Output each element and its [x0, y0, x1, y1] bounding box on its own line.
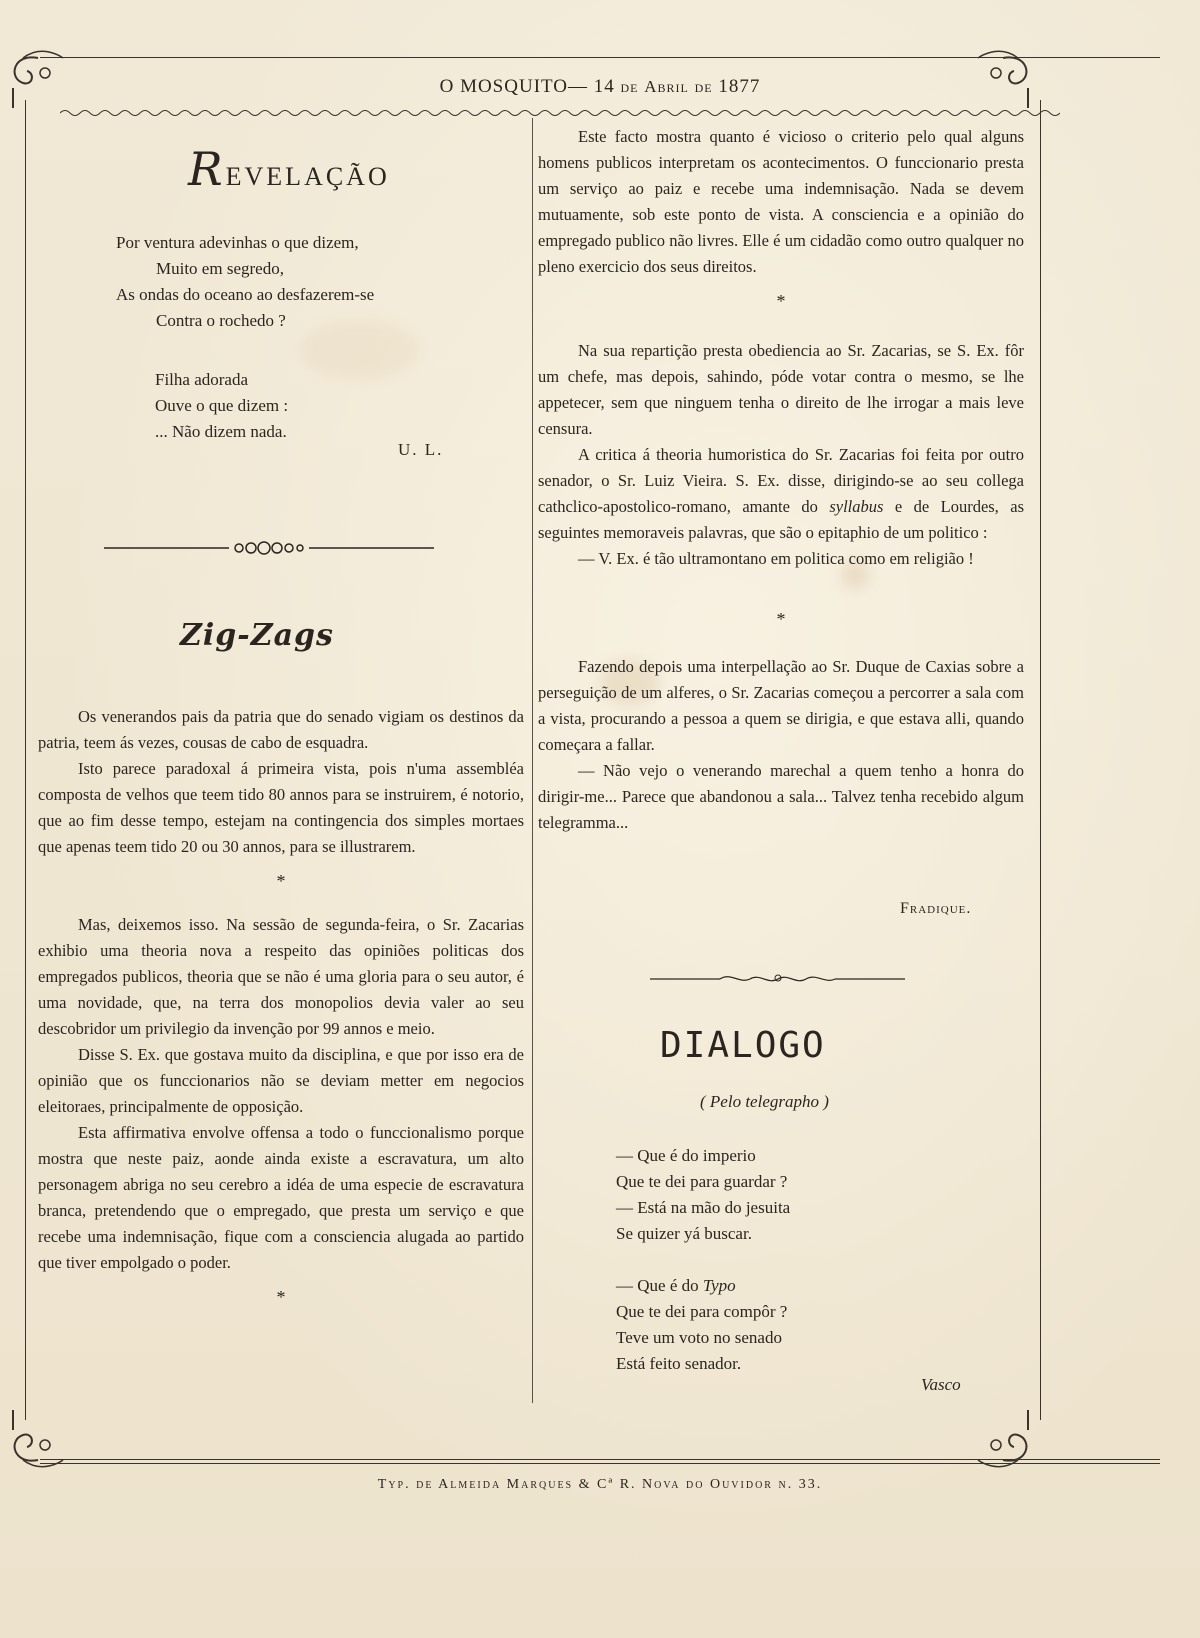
page-header	[0, 76, 1200, 98]
zigzags-italic-text: syllabus	[829, 497, 884, 516]
printer-imprint: Typ. de Almeida Marques & Cª R. Nova do Ouvidor n. 33.	[377, 1477, 823, 1492]
section-asterisk: *	[776, 291, 786, 311]
dialogo-stanza-2	[616, 1273, 787, 1377]
dialogo-subtitle	[700, 1092, 829, 1112]
poem-line: Se quizer yá buscar.	[616, 1224, 752, 1243]
header-wavy-rule	[60, 108, 1060, 118]
frame-left-rule	[25, 100, 26, 1420]
header-month: Abril	[644, 77, 689, 96]
header-de-2: de	[694, 77, 713, 96]
section-asterisk: *	[276, 871, 286, 891]
dialogo-title: DIALOGO	[660, 1025, 826, 1066]
section-asterisk: *	[276, 1287, 286, 1307]
zigzags-continued-body	[538, 124, 1024, 836]
poem-line: Que te dei para guardar ?	[616, 1172, 788, 1191]
poem-text: — Que é do	[616, 1276, 703, 1295]
revelacao-title-rest: EVELAÇÃO	[225, 162, 390, 191]
dialogo-subtitle-text: Pelo telegrapho	[709, 1092, 819, 1111]
zigzags-paragraph: Este facto mostra quanto é vicioso o criterio pelo qual alguns homens publicos interpretam os acontecimentos. O funccionario presta um serviço ao paiz e recebe uma indemnisação. Nada se devem mutuamente, sob este ponto de vista. A consciencia e a opinião do empregado publico não livres. Elle é um cidadão como outro qualquer no pleno exercicio dos seus direitos.	[538, 127, 1024, 276]
header-year: 1877	[718, 76, 761, 97]
frame-right-rule	[1040, 100, 1041, 1420]
dialogo-stanza-1	[616, 1143, 790, 1247]
zigzags-paragraph	[538, 442, 1024, 546]
ornamental-divider	[104, 540, 434, 556]
column-divider-rule	[532, 118, 533, 1403]
ornamental-divider	[650, 970, 905, 986]
zigzags-paragraph: — Não vejo o venerando marechal a quem tenho a honra do dirigir-me... Parece que abandonou a sala... Talvez tenha recebido algum telegramma...	[538, 761, 1024, 832]
dialogo-subtitle-close: )	[823, 1092, 829, 1111]
zigzags-title: Zig-Zags	[180, 618, 334, 653]
revelacao-initial: R	[188, 142, 226, 196]
revelacao-poem-stanza-2	[155, 367, 288, 445]
header-dash: —	[568, 76, 594, 97]
header-day: 14	[593, 76, 615, 97]
zigzags-signature: Fradique.	[900, 900, 972, 917]
zigzags-paragraph: Esta affirmativa envolve offensa a todo o funccionalismo porque mostra que neste paiz, aonde ainda existe a escravatura, um alto personagem abriga no seu cerebro a idéa de uma especie de escravatura branca, pretendendo que o empregado, que presta um serviço e que recebe uma indemnisação, fique com a consciencia alugada ao partido que tiver empolgado o poder.	[38, 1123, 524, 1272]
poem-line: Teve um voto no senado	[616, 1328, 782, 1347]
poem-line: As ondas do oceano ao desfazerem-se	[116, 285, 375, 304]
poem-line: Ouve o que dizem :	[155, 396, 289, 415]
section-asterisk: *	[776, 609, 786, 629]
poem-line: Por ventura adevinhas o que dizem,	[116, 233, 359, 252]
poem-line: Muito em segredo,	[156, 259, 284, 278]
poem-line: Contra o rochedo ?	[156, 311, 286, 330]
revelacao-poem-stanza-1	[116, 230, 374, 334]
zigzags-paragraph: Mas, deixemos isso. Na sessão de segunda-feira, o Sr. Zacarias exhibio uma theoria nova a respeito das opiniões politicas dos empregados publicos, theoria que se não é uma gloria para o seu autor, é uma novidade, que, na terra dos monopolios devia valer ao seu descobridor um privilegio da invenção por 99 annos e meio.	[38, 915, 524, 1038]
poem-line: Está feito senador.	[616, 1354, 742, 1373]
poem-line: — Que é do imperio	[616, 1146, 756, 1165]
poem-line	[616, 1273, 787, 1299]
revelacao-title	[188, 142, 390, 196]
masthead-title: O MOSQUITO	[439, 76, 569, 97]
zigzags-paragraph	[538, 338, 1024, 442]
zigzags-paragraph: — V. Ex. é tão ultramontano em politica como em religião !	[578, 549, 974, 568]
dialogo-subtitle-open: (	[700, 1092, 706, 1111]
zigzags-text: A critica á theoria humoristica do Sr. Zacarias foi feita por outro senador, o Sr. Luiz Vieira. S. Ex. disse, dirigindo-se ao seu collega cathclico-apostolico-romano, amante do	[538, 445, 1024, 516]
corner-ornament-icon	[968, 1410, 1038, 1480]
zigzags-paragraph: Isto parece paradoxal á primeira vista, pois n'uma assembléa composta de velhos que teem tido 80 annos para se instruirem, é notorio, que ao fim desse tempo, estejam na contingencia dos simples mortaes que apenas teem tido 20 ou 30 annos, para se illustrarem.	[38, 759, 524, 856]
revelacao-signature: U. L.	[398, 440, 444, 459]
zigzags-text: e de Lourdes, as seguintes memoraveis palavras, que são o epitaphio de um politico :	[538, 497, 1024, 542]
header-de-1: de	[620, 77, 639, 96]
corner-ornament-icon	[3, 1410, 73, 1480]
zigzags-paragraph: Fazendo depois uma interpellação ao Sr. Duque de Caxias sobre a perseguição de um alferes, o Sr. Zacarias começou a percorrer a sala com a vista, procurando a pessoa a quem se dirigia, e que estava alli, quando começara a fallar.	[538, 657, 1024, 754]
poem-italic-text: Typo	[702, 1276, 736, 1295]
zigzags-text: Na sua repartição presta obediencia ao Sr. Zacarias, se S. Ex. fôr um chefe, mas depois, sahindo, póde votar contra o mesmo, se lhe appetecer, sem que ninguem tenha o direito de lhe irrogar a mais leve censura.	[538, 341, 1024, 438]
zigzags-paragraph: Disse S. Ex. que gostava muito da disciplina, e que por isso era de opinião que os funccionarios não se deviam metter em negocios eleitoraes, principalmente de opposição.	[38, 1045, 524, 1116]
dialogo-signature: Vasco	[921, 1375, 961, 1394]
zigzags-body	[38, 704, 524, 1328]
poem-line: Filha adorada	[155, 370, 248, 389]
poem-line: Que te dei para compôr ?	[616, 1302, 788, 1321]
poem-line: — Está na mão do jesuita	[616, 1198, 791, 1217]
zigzags-paragraph: Os venerandos pais da patria que do senado vigiam os destinos da patria, teem ás vezes, cousas de cabo de esquadra.	[38, 707, 524, 752]
poem-line: ... Não dizem nada.	[155, 422, 287, 441]
